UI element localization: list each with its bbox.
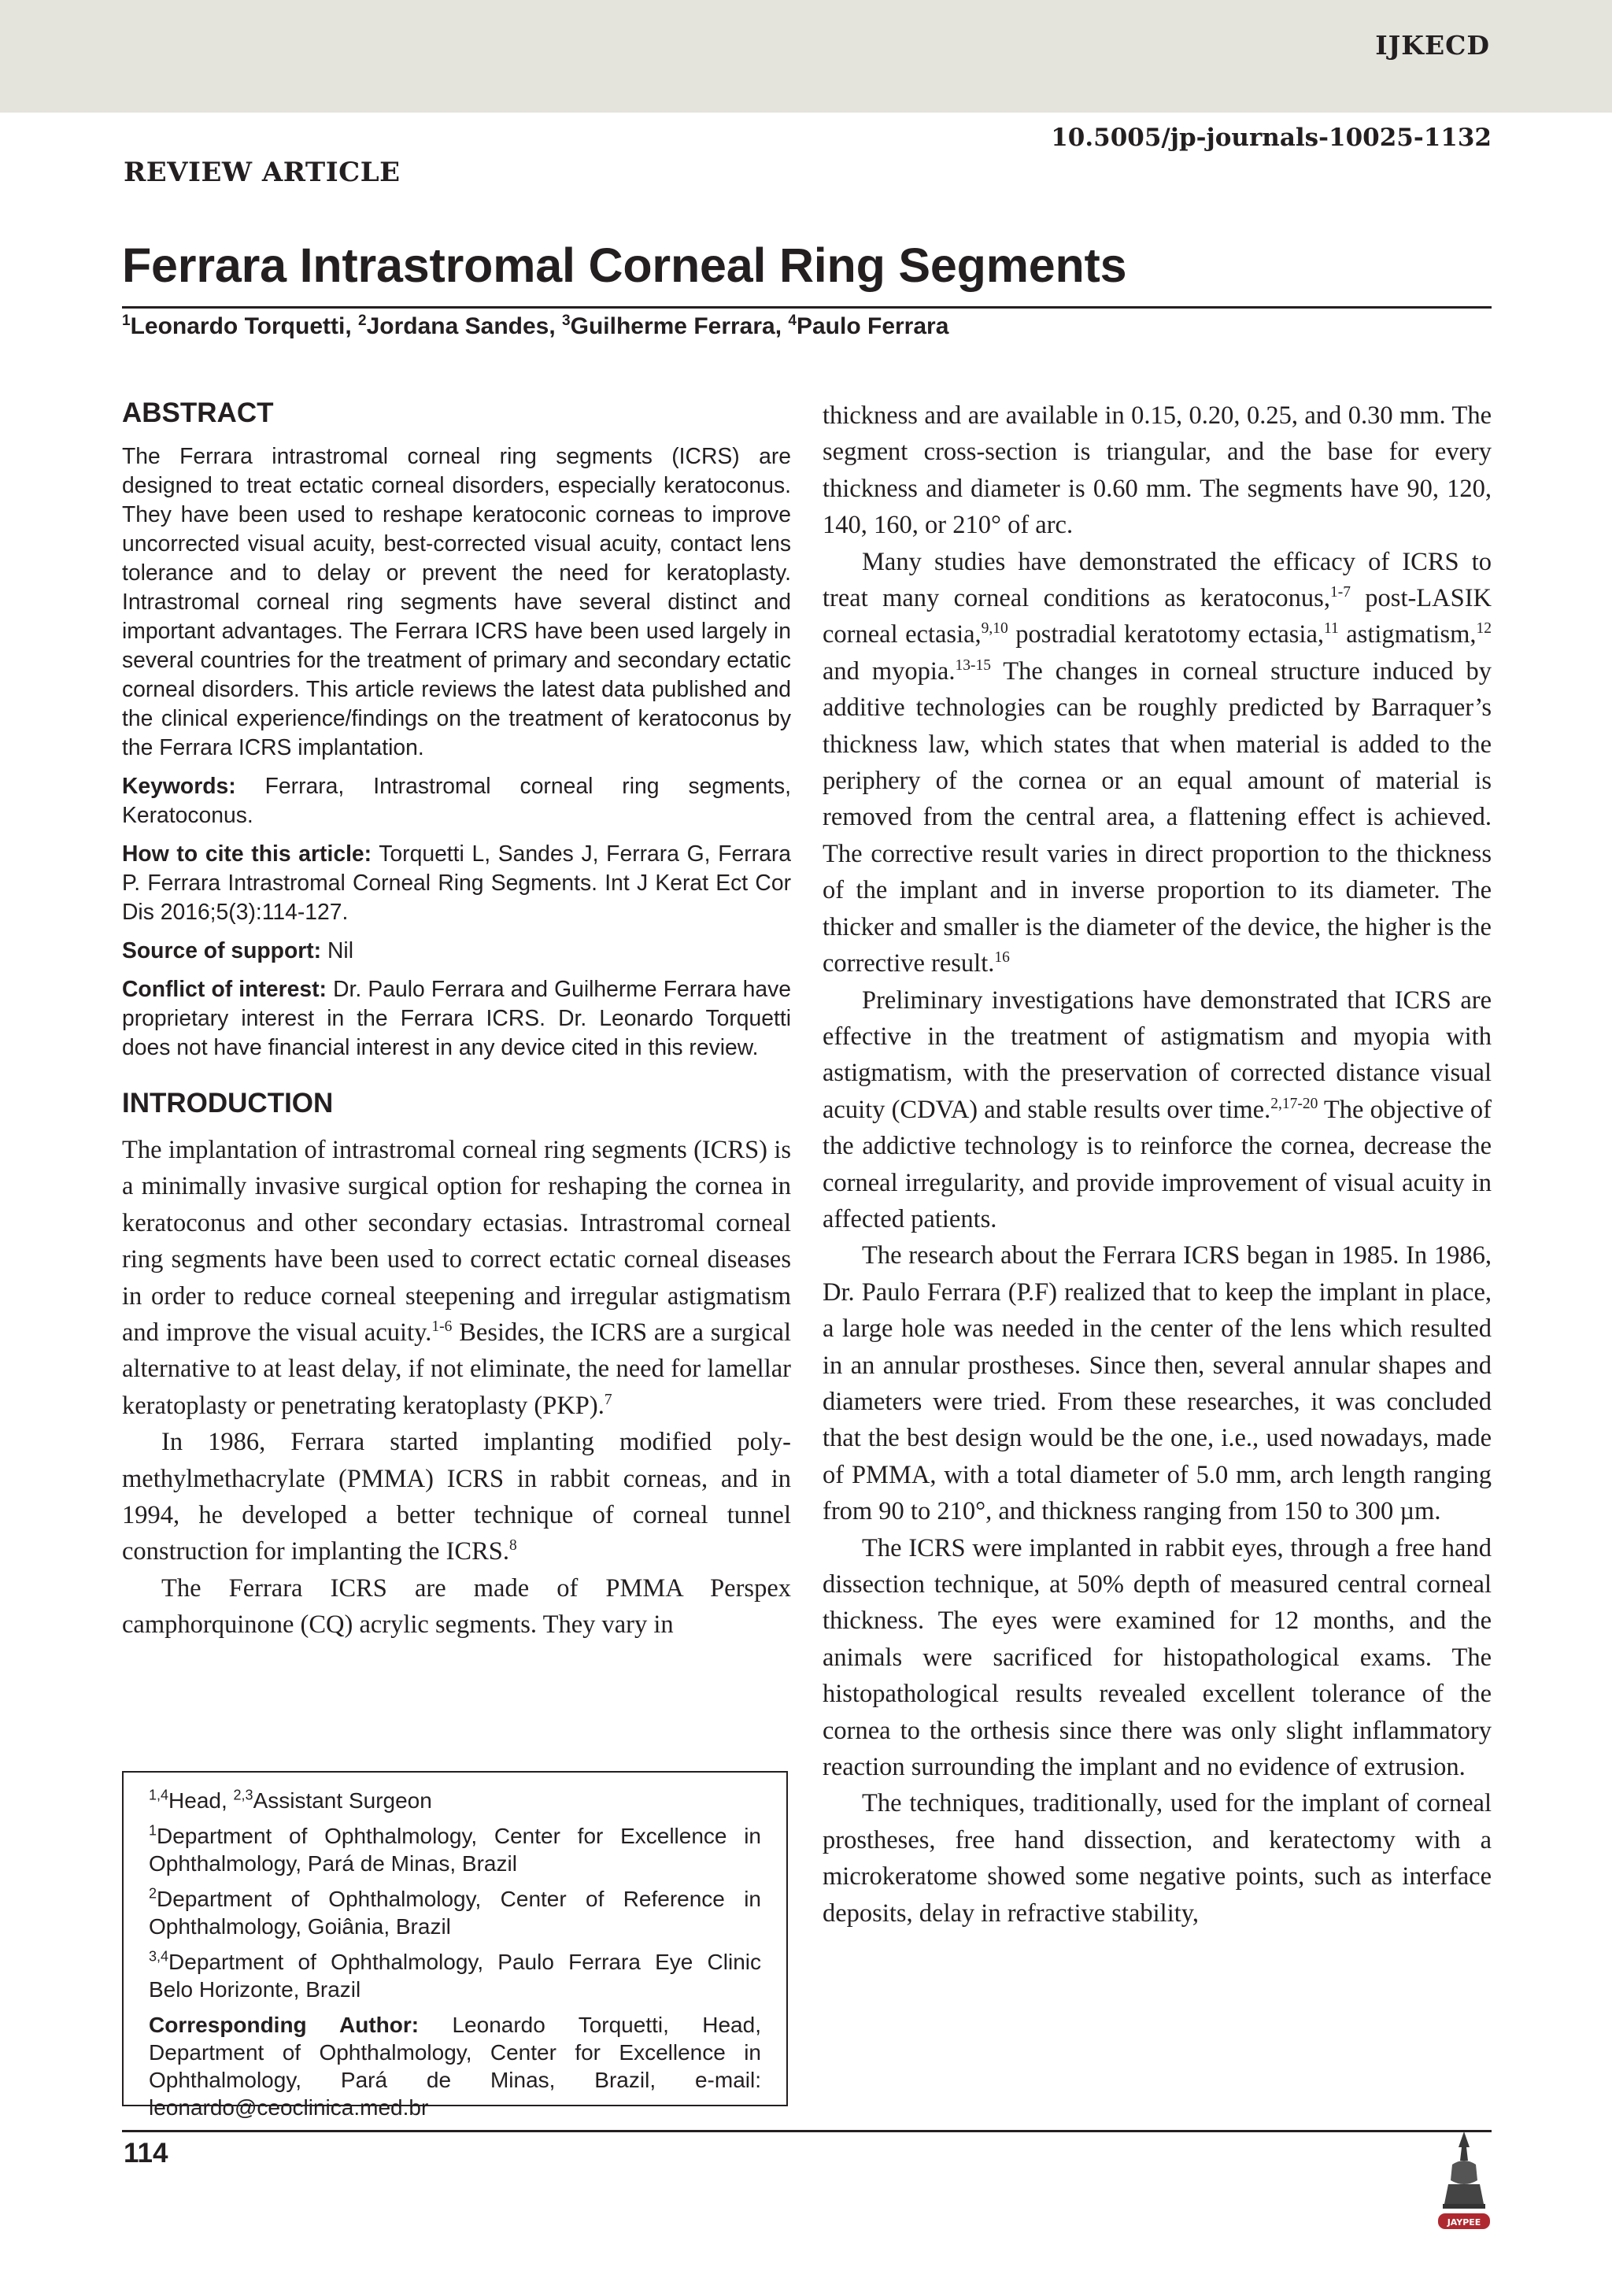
body-paragraph: The techniques, traditionally, used for the implant of corneal prostheses, free hand dissection, and keratectomy with a microkeratome showed some negative points, such as interface deposits, delay in refractive stability, [823,1789,1492,1928]
title-rule [122,306,1492,309]
right-column [823,397,1492,1932]
body-paragraph: The ICRS were implanted in rabbit eyes, through a free hand dissection technique, at 50% depth of measured central corneal thickness. The eyes were examined for 12 months, and the animals were sacrificed for histopathological exams. The histopathological results revealed excellent tolerance of the cornea to the orthesis since there was only slight inflammatory reaction surrounding the implant and no evidence of extrusion. [823,1533,1492,1782]
intro-paragraph: In 1986, Ferrara started implanting modified polymethylmethacrylate (PMMA) ICRS in rabbit corneas, and in 1994, he developed a better technique of corneal tunnel construction for implanting the ICRS.$^8$ [122,1428,791,1566]
keywords: Keywords: Ferrara, Intrastromal corneal ring segments, Keratoconus. [122,773,791,827]
body-paragraph: Many studies have demonstrated the efficacy of ICRS to treat many corneal conditions as keratoconus,$^{1-7}$ post-LASIK corneal ectasia,$^{9,10}$ postradial keratotomy ectasia,$^{11}$ astigmatism,$^{12}$ and myopia.$^{13-15}$ The changes in corneal structure induced by additive technologies can be roughly predicted by Barraquer’s thickness law, which states that when material is added to the periphery of the cornea or an equal amount of material is removed from the central area, a flattening effect is achieved. The corrective result varies in direct proportion to the thickness of the implant and in inverse proportion to its diameter. The thicker and smaller is the diameter of the device, the higher is the corrective result.$^{16}$ [823,547,1492,978]
conflict-of-interest: Conflict of interest: Dr. Paulo Ferrara and Guilherme Ferrara have proprietary interest in the Ferrara ICRS. Dr. Leonardo Torquetti does not have financial interest in any device cited in this review. [122,976,791,1059]
corresponding-author: Corresponding Author: Leonardo Torquetti, Head, Department of Ophthalmology, Center for Excellence in Ophthalmology, Pará de Minas, Brazil, e-mail: leonardo@ceoclinica.med.br [149,2013,761,2120]
publisher-logo-text: JAYPEE [1447,2217,1481,2228]
header-band [0,0,1612,113]
source-of-support: Source of support: Nil [122,937,353,963]
doi[interactable]: 10.5005/jp-journals-10025-1132 [1051,124,1492,152]
section-type: REVIEW ARTICLE [124,157,401,188]
footer-rule [122,2130,1492,2132]
author-list [122,313,948,340]
left-column [122,397,791,1643]
author: $^4$Paulo Ferrara [788,312,949,339]
abstract-text: The Ferrara intrastromal corneal ring segments (ICRS) are designed to treat ectatic corneal disorders, especially keratoconus. They have been used to reshape keratoconic corneas to improve uncorrected visual acuity, best-corrected visual acuity, contact lens tolerance and to delay or prevent the need for keratoplasty. Intrastromal corneal ring segments have several distinct and important advantages. The Ferrara ICRS have been used largely in several countries for the treatment of primary and secondary ectatic corneal disorders. This article reviews the latest data published and the clinical experience/findings on the treatment of keratoconus by the Ferrara ICRS implantation. [122,443,791,760]
publisher-logo [1429,2125,1499,2235]
introduction-heading: INTRODUCTION [122,1088,334,1118]
intro-paragraph: The implantation of intrastromal corneal ring segments (ICRS) is a minimally invasive surgical option for reshaping the cornea in keratoconus and other secondary ectasias. Intrastromal corneal ring segments have been used to correct ectatic corneal diseases in order to reduce corneal steepening and irregular astigmatism and improve the visual acuity.$^{1-6}$ Besides, the ICRS are a surgical alternative to at least delay, if not eliminate, the need for lamellar keratoplasty or penetrating keratoplasty (PKP).$^7$ [122,1136,792,1420]
how-to-cite: How to cite this article: Torquetti L, Sandes J, Ferrara G, Ferrara P. Ferrara Intrastromal Corneal Ring Segments. Int J Kerat Ect Cor Dis 2016;5(3):114-127. [122,841,791,924]
journal-name: IJKECD [1375,30,1490,61]
affiliation: $^{3,4}$Department of Ophthalmology, Paulo Ferrara Eye Clinic Belo Horizonte, Brazil [149,1948,761,2002]
article-title: Ferrara Intrastromal Corneal Ring Segments [122,238,1127,292]
affiliation: $^1$Department of Ophthalmology, Center for Excellence in Ophthalmology, Pará de Minas, Brazil [149,1822,761,1876]
body-paragraph: The research about the Ferrara ICRS began in 1985. In 1986, Dr. Paulo Ferrara (P.F) realized that to keep the implant in place, a large hole was needed in the center of the lens which resulted in an annular prostheses. Since then, several annular shapes and diameters were tried. From these researches, it was concluded that the best design would be the one, i.e., used nowadays, made of PMMA, with a total diameter of 5.0 mm, arch length ranging from 90 to 210°, and thickness ranging from 150 to 300 µm. [823,1241,1492,1526]
affiliations-box [122,1771,788,2120]
intro-paragraph: The Ferrara ICRS are made of PMMA Perspex camphorquinone (CQ) acrylic segments. They vary in [122,1573,791,1640]
author: $^2$Jordana Sandes, [358,312,563,339]
author-roles: $^{1,4}$Head, $^{2,3}$Assistant Surgeon [149,1787,432,1813]
body-paragraph: thickness and are available in 0.15, 0.20, 0.25, and 0.30 mm. The segment cross-section is triangular, and the base for every thickness and diameter is 0.60 mm. The segments have 90, 120, 140, 160, or 210° of arc. [823,401,1492,540]
author: $^3$Guilherme Ferrara, [562,312,789,339]
body-paragraph: Preliminary investigations have demonstrated that ICRS are effective in the treatment of astigmatism and myopia with astigmatism, with the preservation of corrected distance visual acuity (CDVA) and stable results over time.$^{2,17-20}$ The objective of the addictive technology is to reinforce the cornea, decrease the corneal irregularity, and provide improvement of visual acuity in affected patients. [823,985,1492,1233]
affiliation: $^2$Department of Ophthalmology, Center of Reference in Ophthalmology, Goiânia, Brazil [149,1885,761,1939]
abstract-heading: ABSTRACT [122,397,274,428]
page-number: 114 [124,2138,168,2168]
author: $^1$Leonardo Torquetti, [122,312,359,339]
